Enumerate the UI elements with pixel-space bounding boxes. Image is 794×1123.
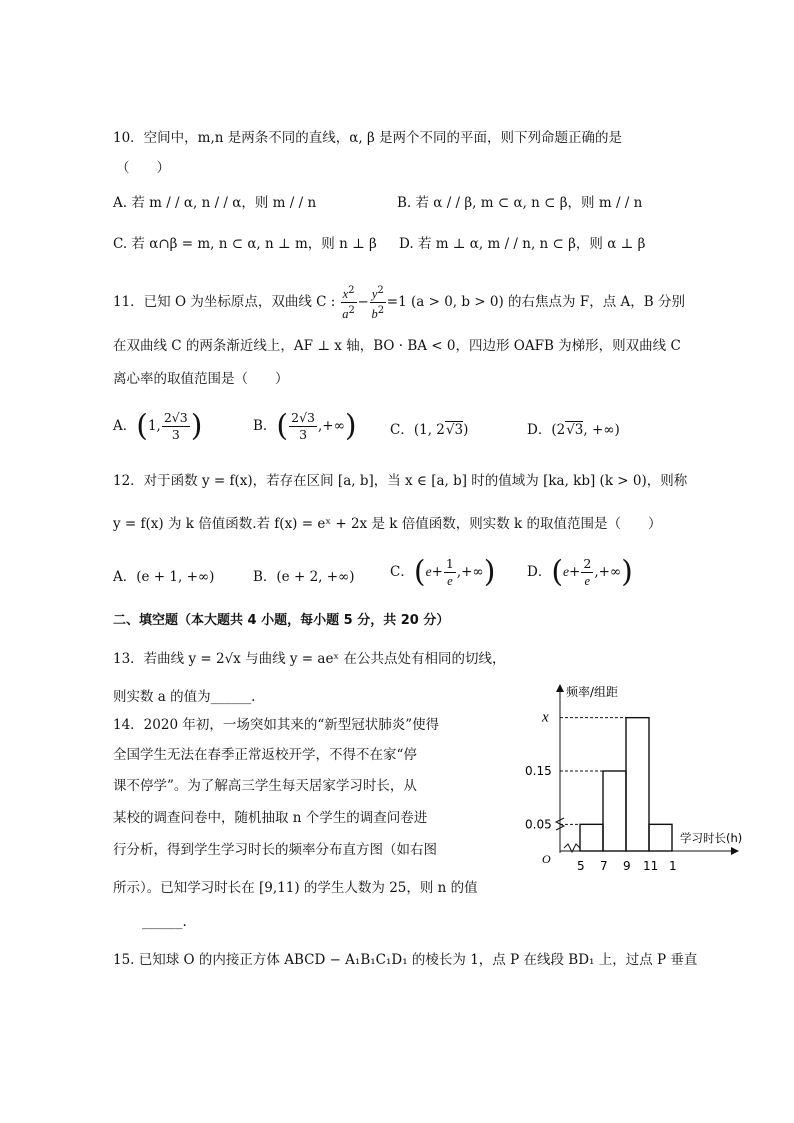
q11-option-a: A．(1, $\frac{2√3}{3}$ ) (113, 408, 203, 444)
x-axis-label: 学习时长(h) (680, 831, 743, 845)
q10-option-d: D. 若 m ⊥ α, m / / n, n ⊂ β，则 α ⊥ β (399, 236, 646, 252)
q11-option-d: D．(2√3, +∞) (527, 422, 620, 438)
q14-line6: 所示）。已知学习时长在 [9,11) 的学生人数为 25，则 n 的值 (113, 880, 478, 896)
q11-line2: 在双曲线 C 的两条渐近线上，AF ⊥ x 轴，BO · BA < 0，四边形 OAFB 为梯形，则双曲线 C (113, 338, 681, 354)
y-tick-label: 0.15 (525, 764, 552, 778)
q12-line1: 12．对于函数 y = f(x)，若存在区间 [a, b]，当 x ∈ [a, b] 时的值域为 [ka, kb] (k > 0)，则称 (113, 473, 688, 489)
q12-line2: y = f(x) 为 k 倍值函数.若 f(x) = eˣ + 2x 是 k 倍值函数，则实数 k 的取值范围是（ ） (113, 516, 662, 532)
q11-option-b: B．( $\frac{2√3}{3}$ ,+∞) (253, 408, 357, 444)
q11-intro-line: 11．已知 O 为坐标原点，双曲线 C : $\frac{x^2}{a^2}$ − $\frac{y^2}{b^2}$ =1 (a > 0, b > 0) 的右焦点为 F，点 A，B 分别 (113, 285, 685, 322)
frequency-histogram (520, 680, 760, 880)
section-title-fill-blank: 二、填空题（本大题共 4 小题，每小题 5 分，共 20 分） (113, 613, 450, 628)
q12-option-b: B．(e + 2, +∞) (253, 569, 355, 585)
q14-line7: ______. (142, 914, 187, 930)
q10-paren: （ ） (116, 160, 170, 176)
q13-line2: 则实数 a 的值为______. (113, 689, 256, 705)
q12-option-d-label: D． (527, 564, 552, 580)
q14-line3: 课不停学”。为了解高三学生每天居家学习时长，从 (113, 778, 417, 794)
q10-option-b: B. 若 α / / β, m ⊂ α, n ⊂ β，则 m / / n (397, 195, 643, 211)
q14-line2: 全国学生无法在春季正常返校开学，不得不在家“停 (113, 747, 417, 763)
q14-line4: 某校的调查问卷中，随机抽取 n 个学生的调查问卷进 (113, 810, 428, 826)
x-tick-label: 1 (669, 859, 677, 873)
y-tick-label: 0.05 (525, 817, 552, 832)
q11-option-b-label: B． (253, 418, 277, 434)
q13-line1: 13．若曲线 y = 2√x 与曲线 y = aeˣ 在公共点处有相同的切线， (113, 651, 506, 667)
q12-option-c: C．(e+ $\frac{1}{e}$ ,+∞) (390, 554, 496, 590)
y-tick-label: x (542, 709, 549, 726)
q11-option-a-label: A． (113, 418, 137, 434)
histogram-bar (649, 824, 672, 851)
histogram-bar (580, 824, 603, 851)
y-axis-label: 频率/组距 (566, 685, 619, 699)
x-tick-label: 9 (623, 859, 631, 873)
q11-frac-x: $\frac{x^2}{a^2}$ (342, 285, 355, 322)
q12-option-c-label: C． (390, 564, 414, 580)
histogram-bar (626, 718, 649, 851)
q11-line3: 离心率的取值范围是（ ） (113, 371, 289, 387)
q11-frac-y: $\frac{y^2}{b^2}$ (371, 285, 385, 322)
origin-label: O (542, 852, 551, 866)
q12-option-a: A．(e + 1, +∞) (113, 569, 215, 585)
q11-option-c: C．(1, 2√3) (390, 422, 469, 438)
x-tick-label: 7 (600, 859, 608, 873)
x-tick-label: 5 (577, 859, 585, 873)
histogram-bar (603, 771, 626, 851)
q10-option-a: A. 若 m / / α, n / / α，则 m / / n (113, 195, 317, 211)
q10-option-c: C. 若 α∩β = m, n ⊂ α, n ⊥ m，则 n ⊥ β (113, 236, 377, 252)
q11-option-c-label: C． (390, 422, 414, 438)
q11-cond: (a > 0, b > 0) 的右焦点为 F，点 A，B 分别 (410, 294, 685, 311)
q14-line5: 行分析，得到学生学习时长的频率分布直方图（如右图 (113, 842, 437, 858)
q15-line1: 15. 已知球 O 的内接正方体 ABCD − A₁B₁C₁D₁ 的棱长为 1，点 P 在线段 BD₁ 上，过点 P 垂直 (113, 952, 698, 968)
q12-option-d: D．(e+ $\frac{2}{e}$ ,+∞) (527, 554, 633, 590)
q11-option-d-label: D． (527, 422, 552, 438)
q14-line1: 14．2020 年初，一场突如其来的“新型冠状肺炎”使得 (113, 717, 440, 733)
q10-stem: 10．空间中，m,n 是两条不同的直线，α, β 是两个不同的平面，则下列命题正确的是 (113, 130, 623, 146)
q11-intro: 11．已知 O 为坐标原点，双曲线 C : (113, 294, 336, 311)
x-tick-label: 11 (643, 859, 659, 873)
